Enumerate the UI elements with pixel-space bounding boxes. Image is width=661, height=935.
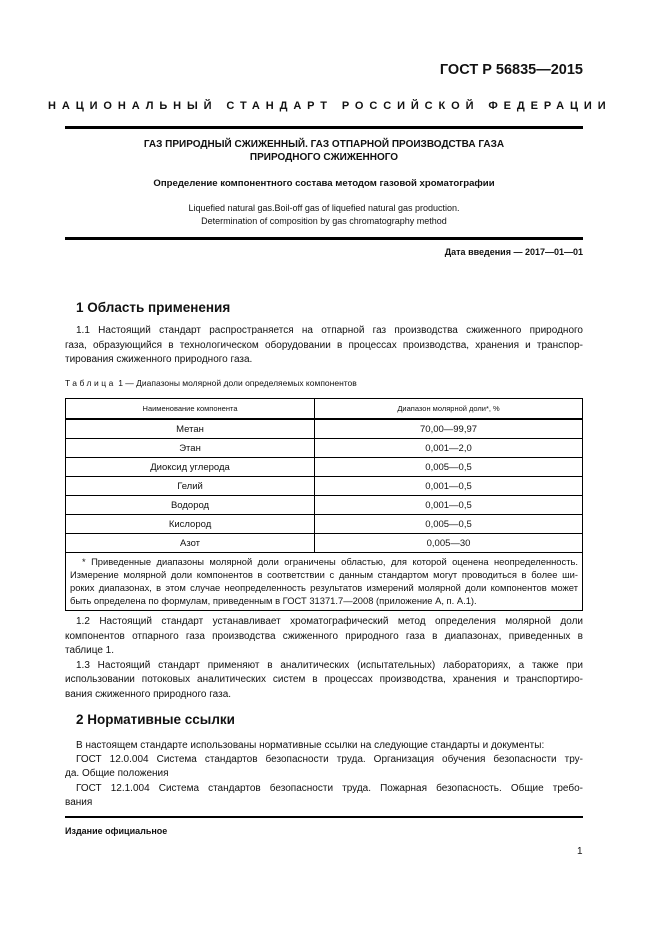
- national-standard-banner: НАЦИОНАЛЬНЫЙ СТАНДАРТ РОССИЙСКОЙ ФЕДЕРАЦИИ: [48, 100, 612, 112]
- range-value: 0,005—0,5: [315, 515, 583, 534]
- component-name: Водород: [66, 496, 315, 515]
- column-header: Наименование компонента: [66, 399, 315, 420]
- table-row: [66, 534, 583, 553]
- table-row: [66, 419, 583, 439]
- paragraph-line: 1.3 Настоящий стандарт применяют в аналитических (испытательных) лабораториях, а также при: [76, 660, 583, 671]
- paragraph-line: использовании потоковых аналитических систем в процессах производства, хранения и транспортиро-: [65, 674, 583, 685]
- table-caption-text: 1 — Диапазоны молярной доли определяемых компонентов: [115, 378, 357, 388]
- paragraph-line: В настоящем стандарте использованы нормативные ссылки на следующие стандарты и документы:: [76, 740, 545, 751]
- range-value: 0,001—0,5: [315, 496, 583, 515]
- range-value: 0,005—30: [315, 534, 583, 553]
- paragraph-line: вания сжиженного природного газа.: [65, 689, 232, 700]
- range-value: 0,005—0,5: [315, 458, 583, 477]
- document-code: ГОСТ Р 56835—2015: [439, 62, 583, 78]
- table-footnote: [66, 553, 583, 611]
- table-row: [66, 439, 583, 458]
- footnote-line: быть определена по формулам, приведенным в ГОСТ 31371.7—2008 (приложение А, п. А.1).: [70, 595, 477, 606]
- paragraph-line: газа, образующийся в технологическом оборудовании в процессах производства, хранения и транспор-: [65, 340, 583, 351]
- paragraph-line: таблице 1.: [65, 645, 115, 656]
- page-number: 1: [577, 846, 583, 857]
- paragraph-line: 1.1 Настоящий стандарт распространяется на отпарной газ производства сжиженного природного: [76, 325, 583, 336]
- components-table: [65, 398, 583, 611]
- table-caption-label: Таблица: [65, 378, 116, 388]
- table-row: [66, 515, 583, 534]
- divider: [65, 237, 583, 240]
- divider: [65, 126, 583, 129]
- paragraph-line: 1.2 Настоящий стандарт устанавливает хроматографический метод определения молярной доли: [76, 616, 583, 627]
- table-row: [66, 458, 583, 477]
- table-footnote-row: [66, 553, 583, 611]
- footnote-line: * Приведенные диапазоны молярной доли ограничены областью, для которой оценена неопределенность.: [82, 556, 578, 567]
- column-header: Диапазон молярной доли*, %: [315, 399, 583, 420]
- footnote-line: роких диапазонах, в этом случае неопределенность результатов измерений молярной доли компонентов может: [70, 582, 578, 593]
- footnote-line: Измерение молярной доли компонентов в соответствии с данным стандартом могут проводиться в более ши-: [70, 569, 578, 580]
- table-header-row: [66, 399, 583, 420]
- table-caption: [65, 378, 357, 388]
- component-name: Метан: [66, 419, 315, 439]
- range-value: 0,001—2,0: [315, 439, 583, 458]
- footer-divider: [65, 816, 583, 818]
- range-value: 0,001—0,5: [315, 477, 583, 496]
- paragraph-line: ГОСТ 12.1.004 Система стандартов безопасности труда. Пожарная безопасность. Общие требо-: [76, 783, 583, 794]
- paragraph-line: ГОСТ 12.0.004 Система стандартов безопасности труда. Организация обучения безопасности тру-: [76, 754, 583, 765]
- subtitle: Определение компонентного состава методом газовой хроматографии: [153, 178, 495, 189]
- english-title: Liquefied natural gas.Boil-off gas of liquefied natural gas production.: [188, 203, 460, 213]
- component-name: Диоксид углерода: [66, 458, 315, 477]
- english-title: Determination of composition by gas chromatography method: [201, 216, 447, 226]
- range-value: 70,00—99,97: [315, 419, 583, 439]
- component-name: Кислород: [66, 515, 315, 534]
- edition-label: Издание официальное: [65, 826, 168, 836]
- effective-date: Дата введения — 2017—01—01: [444, 247, 583, 257]
- paragraph-line: компонентов отпарного газа производства сжиженного природного газа в диапазонах, приведенных в: [65, 631, 583, 642]
- table-row: [66, 477, 583, 496]
- title-line: ПРИРОДНОГО СЖИЖЕННОГО: [249, 152, 399, 163]
- component-name: Гелий: [66, 477, 315, 496]
- table-row: [66, 496, 583, 515]
- component-name: Этан: [66, 439, 315, 458]
- section-1-heading: 1 Область применения: [76, 300, 231, 315]
- paragraph-line: да. Общие положения: [65, 768, 169, 779]
- paragraph-line: вания: [65, 797, 93, 808]
- title-line: ГАЗ ПРИРОДНЫЙ СЖИЖЕННЫЙ. ГАЗ ОТПАРНОЙ ПРОИЗВОДСТВА ГАЗА: [143, 139, 505, 150]
- component-name: Азот: [66, 534, 315, 553]
- section-2-heading: 2 Нормативные ссылки: [76, 712, 235, 727]
- paragraph-line: тирования сжиженного природного газа.: [65, 354, 253, 365]
